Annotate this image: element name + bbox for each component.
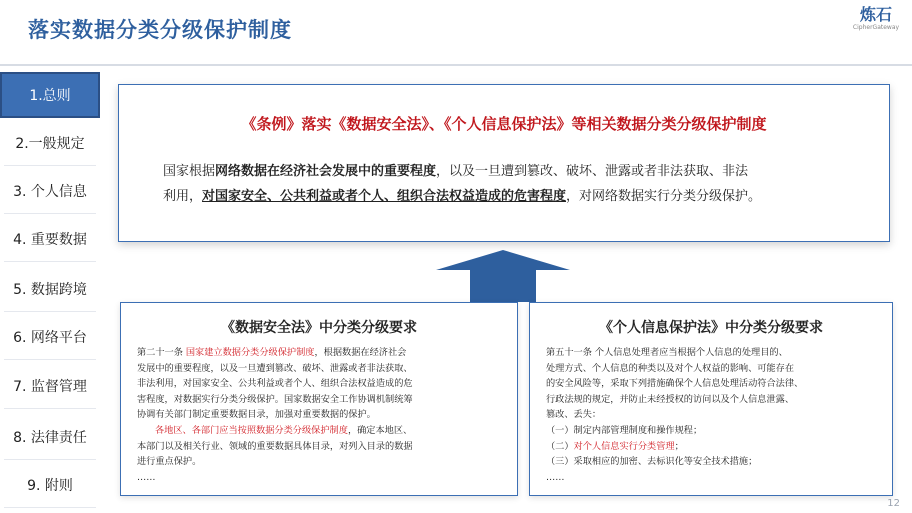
text-line: 处理方式、个人信息的种类以及对个人权益的影响、可能存在 [546,362,795,374]
data-security-law-text [137,345,507,485]
pipl-text [546,345,882,485]
text-line: 篡改、丢失： [546,409,602,421]
list-item [546,439,882,455]
list-item: （一）制定内部管理制度和操作规程； [546,424,703,436]
data-security-law-title: 《数据安全法》中分类分级要求 [221,320,417,336]
highlight-text: 各地区、各部门应当按照数据分类分级保护制度 [155,424,348,436]
ellipsis: …… [546,471,565,483]
text-line [137,345,507,361]
nav-item-important-data[interactable]: 4. 重要数据 [0,216,100,262]
header-divider [0,64,912,66]
list-marker: （二） [546,440,574,452]
nav-item-network-platform[interactable]: 6. 网络平台 [0,314,100,360]
up-arrow-stem [470,266,536,302]
summary-text: ，对网络数据实行分类分级保护。 [566,189,762,204]
text-line [137,423,507,439]
pipl-title: 《个人信息保护法》中分类分级要求 [599,320,823,336]
summary-text: 国家根据 [163,164,216,179]
nav-item-general-principles[interactable]: 1.总则 [0,72,100,118]
data-security-law-box [120,302,518,496]
list-item: （三）采取相应的加密、去标识化等安全技术措施； [546,456,758,468]
summary-heading: 《条例》落实《数据安全法》、《个人信息保护法》等相关数据分类分级保护制度 [241,115,767,133]
pipl-box [529,302,893,496]
summary-emphasis: 网络数据在经济社会发展中的重要程度 [215,164,437,179]
logo-subtext: CipherGateway [852,24,900,31]
summary-text: ，以及一旦遭到篡改、破坏、泄露或者非法获取、非法 [436,164,749,179]
text-line: 害程度，对数据实行分类分级保护。国家数据安全工作协调机制统筹 [137,393,413,405]
text-line: 第五十一条 个人信息处理者应当根据个人信息的处理目的、 [546,347,788,358]
logo-text: 炼石 [859,5,892,24]
page-title: 落实数据分类分级保护制度 [28,18,292,42]
brand-logo [850,6,902,32]
article-number: 第二十一条 [137,347,186,358]
nav-item-general-provisions[interactable]: 2.一般规定 [0,120,100,166]
text-segment: ； [674,440,684,452]
highlight-text: 国家建立数据分类分级保护制度 [185,347,315,358]
text-line: 发展中的重要程度，以及一旦遭到篡改、破坏、泄露或者非法获取、 [137,362,413,374]
regulation-summary-box [118,84,890,242]
sidebar-nav [0,70,104,513]
nav-item-supervision[interactable]: 7. 监督管理 [0,363,100,409]
summary-text: 利用， [163,189,203,204]
nav-item-cross-border[interactable]: 5. 数据跨境 [0,266,100,312]
text-line: 本部门以及相关行业、领域的重要数据具体目录，对列入目录的数据 [137,440,413,452]
text-line: 非法利用，对国家安全、公共利益或者个人、组织合法权益造成的危 [137,378,413,390]
summary-body [163,159,853,209]
text-line: 进行重点保护。 [137,456,202,468]
summary-emphasis: 对国家安全、公共利益或者个人、组织合法权益造成的危害程度 [202,189,567,204]
highlight-text: 对个人信息实行分类管理 [573,440,675,452]
text-segment: ，确定本地区、 [347,424,413,436]
nav-item-supplementary[interactable]: 9. 附则 [0,462,100,508]
nav-item-legal-liability[interactable]: 8. 法律责任 [0,414,100,460]
text-line: 的安全风险等，采取下列措施确保个人信息处理活动符合法律、 [546,378,804,390]
text-segment: ，根据数据在经济社会 [314,347,407,358]
page-number: 12 [887,498,900,509]
text-line: 行政法规的规定，并防止未经授权的访问以及个人信息泄露、 [546,393,795,405]
ellipsis: …… [137,471,156,483]
text-line: 协调有关部门制定重要数据目录，加强对重要数据的保护。 [137,409,376,421]
nav-item-personal-info[interactable]: 3. 个人信息 [0,168,100,214]
